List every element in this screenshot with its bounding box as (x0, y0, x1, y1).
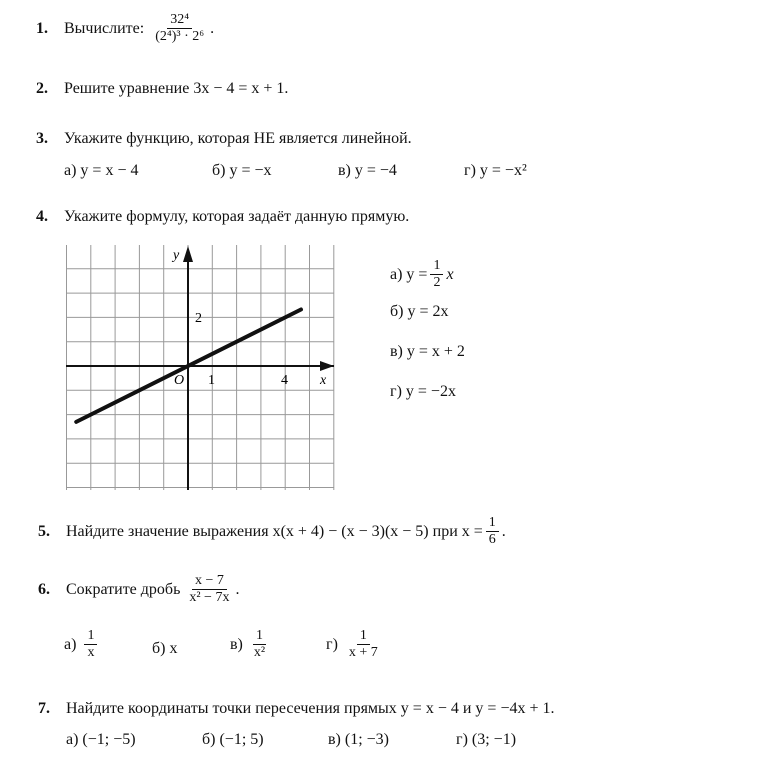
numerator: x − 7 (192, 573, 227, 590)
option-c (230, 628, 271, 661)
tick-x-1: 1 (208, 373, 215, 388)
option-c: в) (1; −3) (328, 731, 390, 748)
question-number: 4. (36, 208, 48, 225)
option-b: б) x (152, 640, 178, 657)
period: . (501, 522, 506, 540)
question-6 (38, 573, 239, 606)
question-number: 6. (38, 580, 50, 598)
graph-option-d: г) y = −2x (390, 383, 456, 400)
denominator: (2⁴)³ · 2⁶ (155, 29, 205, 44)
numerator: 1 (253, 628, 266, 645)
numerator: 1 (486, 515, 499, 532)
question-text: Укажите функцию, которая НЕ является линейной. (64, 130, 412, 147)
option-c: в) y = −4 (338, 162, 397, 179)
question-text: Решите уравнение 3x − 4 = x + 1. (64, 80, 289, 97)
option-label: а) (64, 635, 77, 653)
y-axis-arrow (183, 246, 193, 262)
question-text: Укажите формулу, которая задаёт данную прямую. (64, 208, 410, 225)
numerator: 1 (430, 258, 443, 275)
x-axis-arrow (320, 361, 334, 371)
period: . (210, 19, 215, 37)
fraction (84, 628, 97, 661)
option-d (326, 628, 384, 661)
question-number: 1. (36, 19, 48, 37)
period: . (235, 580, 240, 598)
question-number: 5. (38, 522, 50, 540)
origin-label: O (174, 373, 185, 388)
denominator: x² (253, 645, 266, 660)
question-text: Найдите значение выражения x(x + 4) − (x − 3)(x − 5) при x = (66, 522, 483, 540)
denominator: x² − 7x (189, 590, 230, 605)
option-label: г) (326, 635, 338, 653)
option-a (64, 628, 100, 661)
question-number: 2. (36, 80, 48, 97)
denominator: x + 7 (348, 645, 378, 660)
denominator: x (87, 645, 95, 660)
option-d: г) y = −x² (464, 162, 527, 179)
tick-y-2: 2 (195, 311, 202, 326)
numerator: 32⁴ (167, 12, 192, 29)
denominator: 2 (433, 275, 441, 290)
question-text: Вычислите: (64, 19, 145, 37)
option-b: б) y = −x (212, 162, 272, 179)
question-5 (38, 515, 506, 548)
numerator: 1 (357, 628, 370, 645)
option-label: в) (230, 635, 243, 653)
y-label: y (173, 248, 180, 263)
fraction (486, 515, 499, 548)
fraction (251, 628, 268, 661)
graph-option-b: б) y = 2x (390, 303, 449, 320)
x-label: x (320, 373, 327, 388)
question-number: 7. (38, 700, 50, 717)
graph-option-a (390, 258, 454, 291)
option-b: б) (−1; 5) (202, 731, 264, 748)
option-a: а) y = x − 4 (64, 162, 139, 179)
denominator: 6 (488, 532, 496, 547)
question-7 (38, 700, 554, 718)
option-text: x (446, 265, 454, 283)
question-text: Найдите координаты точки пересечения прямых y = x − 4 и y = −4x + 1. (66, 700, 555, 717)
fraction (186, 573, 232, 606)
option-text: а) y = (390, 265, 428, 283)
tick-x-4: 4 (281, 373, 288, 388)
graph-option-c: в) y = x + 2 (390, 343, 465, 360)
question-number: 3. (36, 130, 48, 147)
option-d: г) (3; −1) (456, 731, 517, 748)
question-text: Сократите дробь (66, 580, 181, 598)
option-a: а) (−1; −5) (66, 731, 136, 748)
fraction (346, 628, 381, 661)
numerator: 1 (84, 628, 97, 645)
fraction (430, 258, 443, 291)
